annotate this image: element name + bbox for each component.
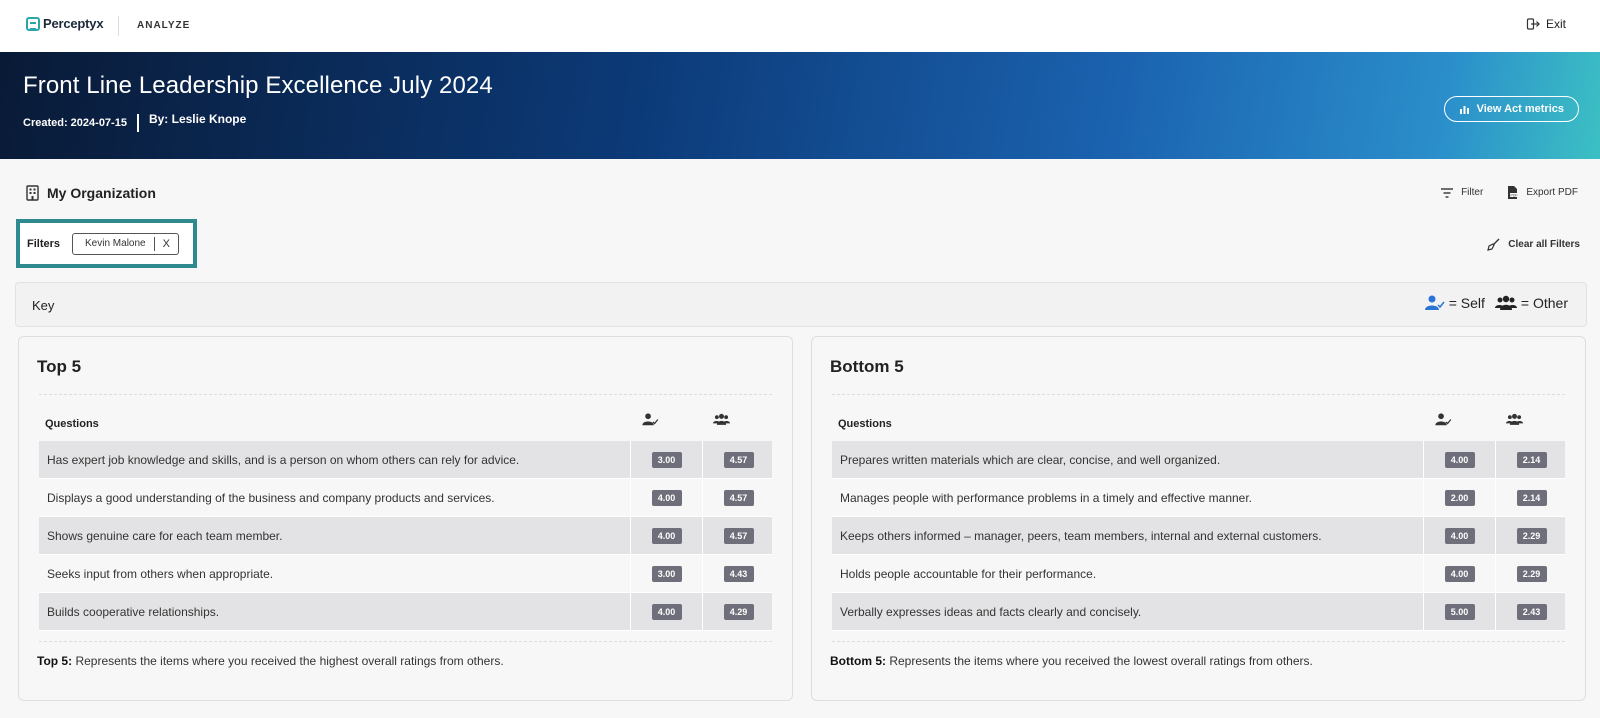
table-row [832, 441, 1565, 479]
report-meta [23, 112, 246, 132]
bottom-5-note-text: Represents the items where you received the lowest overall ratings from others. [886, 654, 1313, 668]
other-score-cell [702, 479, 774, 517]
other-score-badge: 4.57 [724, 452, 754, 468]
other-score-badge: 4.57 [724, 490, 754, 506]
other-score-cell [702, 593, 774, 631]
building-icon [26, 185, 39, 201]
filter-chip-name: Kevin Malone [85, 238, 146, 249]
top-5-title: Top 5 [37, 357, 82, 376]
others-group-icon [1495, 295, 1517, 311]
filter-chip[interactable] [72, 233, 179, 255]
bar-chart-icon [1459, 104, 1470, 115]
self-score-badge: 4.00 [652, 490, 682, 506]
report-author: By: Leslie Knope [148, 112, 247, 126]
view-act-metrics-label: View Act metrics [1476, 103, 1564, 115]
top-5-card [18, 336, 793, 701]
other-score-cell [1495, 555, 1567, 593]
divider [39, 641, 772, 642]
other-score-cell [702, 441, 774, 479]
self-column-header [1428, 413, 1458, 426]
active-filters [16, 219, 197, 268]
header-actions [1441, 186, 1578, 199]
other-score-badge: 4.57 [724, 528, 754, 544]
report-title: Front Line Leadership Excellence July 2024 [23, 72, 493, 99]
question-text: Prepares written materials which are clear, concise, and well organized. [840, 452, 1221, 467]
question-text: Keeps others informed – manager, peers, team members, internal and external customers. [840, 528, 1322, 543]
top-5-note [37, 654, 504, 668]
perceptyx-logo[interactable] [26, 16, 103, 31]
self-score-cell [630, 517, 702, 555]
pdf-icon [1507, 186, 1518, 199]
self-score-badge: 3.00 [652, 452, 682, 468]
key-label: Key [32, 298, 55, 313]
other-score-badge: 2.14 [1517, 490, 1547, 506]
self-person-icon [1425, 295, 1445, 311]
other-score-cell [1495, 593, 1567, 631]
filters-label: Filters [27, 237, 61, 250]
table-row [39, 441, 772, 479]
clear-all-filters-button[interactable] [1487, 238, 1580, 251]
question-text: Holds people accountable for their performance. [840, 566, 1097, 581]
brand-name: Perceptyx [43, 16, 104, 31]
other-column-header [706, 413, 736, 426]
exit-button[interactable] [1526, 17, 1566, 31]
table-row [39, 479, 772, 517]
other-score-cell [1495, 517, 1567, 555]
question-text: Has expert job knowledge and skills, and is a person on whom others can rely for advice. [47, 452, 520, 467]
others-group-icon [713, 413, 730, 426]
questions-column-header: Questions [45, 418, 99, 430]
divider [39, 394, 772, 395]
top-5-note-text: Represents the items where you received the highest overall ratings from others. [72, 654, 504, 668]
key-bar [15, 282, 1587, 327]
key-other-text: = Other [1520, 295, 1568, 311]
bottom-5-card [811, 336, 1586, 701]
table-row [832, 479, 1565, 517]
other-score-badge: 2.14 [1517, 452, 1547, 468]
bottom-5-rows [832, 441, 1565, 631]
self-person-icon [1435, 413, 1452, 426]
self-score-cell [1423, 555, 1495, 593]
self-person-icon [642, 413, 659, 426]
self-score-cell [1423, 441, 1495, 479]
table-row [39, 555, 772, 593]
questions-column-header: Questions [838, 418, 892, 430]
others-group-icon [1506, 413, 1523, 426]
key-self-text: = Self [1448, 295, 1485, 311]
top-5-rows [39, 441, 772, 631]
self-score-badge: 4.00 [1445, 452, 1475, 468]
question-text: Shows genuine care for each team member. [47, 528, 283, 543]
filter-icon [1441, 188, 1453, 198]
table-row [39, 593, 772, 631]
question-text: Verbally expresses ideas and facts clearly and concisely. [840, 604, 1142, 619]
export-pdf-label: Export PDF [1526, 187, 1578, 198]
self-score-cell [1423, 517, 1495, 555]
other-score-badge: 4.43 [724, 566, 754, 582]
self-column-header [635, 413, 665, 426]
self-score-badge: 4.00 [1445, 566, 1475, 582]
self-score-cell [630, 555, 702, 593]
other-score-cell [1495, 441, 1567, 479]
report-banner [0, 52, 1600, 159]
table-row [832, 555, 1565, 593]
divider [832, 394, 1565, 395]
filter-label: Filter [1461, 187, 1484, 198]
self-score-cell [630, 593, 702, 631]
question-text: Builds cooperative relationships. [47, 604, 220, 619]
question-text: Manages people with performance problems in a timely and effective manner. [840, 490, 1253, 505]
other-score-cell [702, 555, 774, 593]
nav-divider [118, 16, 119, 36]
other-score-badge: 4.29 [724, 604, 754, 620]
organization-title: My Organization [47, 185, 156, 201]
divider [832, 641, 1565, 642]
bottom-5-note [830, 654, 1313, 668]
self-score-cell [630, 479, 702, 517]
filter-button[interactable] [1441, 186, 1483, 199]
table-row [832, 593, 1565, 631]
nav-section-analyze[interactable]: ANALYZE [137, 20, 191, 31]
created-date: Created: 2024-07-15 [23, 117, 127, 129]
self-score-cell [1423, 479, 1495, 517]
self-score-badge: 3.00 [652, 566, 682, 582]
other-score-cell [1495, 479, 1567, 517]
bottom-5-note-label: Bottom 5: [830, 654, 886, 668]
clear-all-filters-label: Clear all Filters [1508, 239, 1580, 250]
export-pdf-button[interactable] [1507, 186, 1578, 199]
other-score-badge: 2.43 [1517, 604, 1547, 620]
other-column-header [1499, 413, 1529, 426]
logo-icon [26, 17, 40, 31]
view-act-metrics-button[interactable] [1444, 96, 1579, 122]
table-row [832, 517, 1565, 555]
self-score-cell [1423, 593, 1495, 631]
self-score-badge: 5.00 [1445, 604, 1475, 620]
svg-text:PDF: PDF [1510, 193, 1518, 198]
self-score-badge: 2.00 [1445, 490, 1475, 506]
table-row [39, 517, 772, 555]
question-text: Seeks input from others when appropriate. [47, 566, 274, 581]
self-score-badge: 4.00 [652, 604, 682, 620]
remove-filter-button[interactable]: X [154, 237, 178, 251]
other-score-cell [702, 517, 774, 555]
exit-icon [1526, 17, 1540, 31]
meta-divider [137, 114, 139, 132]
key-legend [1425, 295, 1568, 311]
other-score-badge: 2.29 [1517, 566, 1547, 582]
self-score-badge: 4.00 [1445, 528, 1475, 544]
broom-icon [1487, 238, 1500, 251]
organization-heading [26, 185, 156, 201]
self-score-badge: 4.00 [652, 528, 682, 544]
self-score-cell [630, 441, 702, 479]
exit-label: Exit [1545, 17, 1566, 31]
question-text: Displays a good understanding of the business and company products and services. [47, 490, 495, 505]
bottom-5-title: Bottom 5 [830, 357, 904, 376]
top-5-note-label: Top 5: [37, 654, 73, 668]
other-score-badge: 2.29 [1517, 528, 1547, 544]
top-nav [0, 0, 1600, 52]
